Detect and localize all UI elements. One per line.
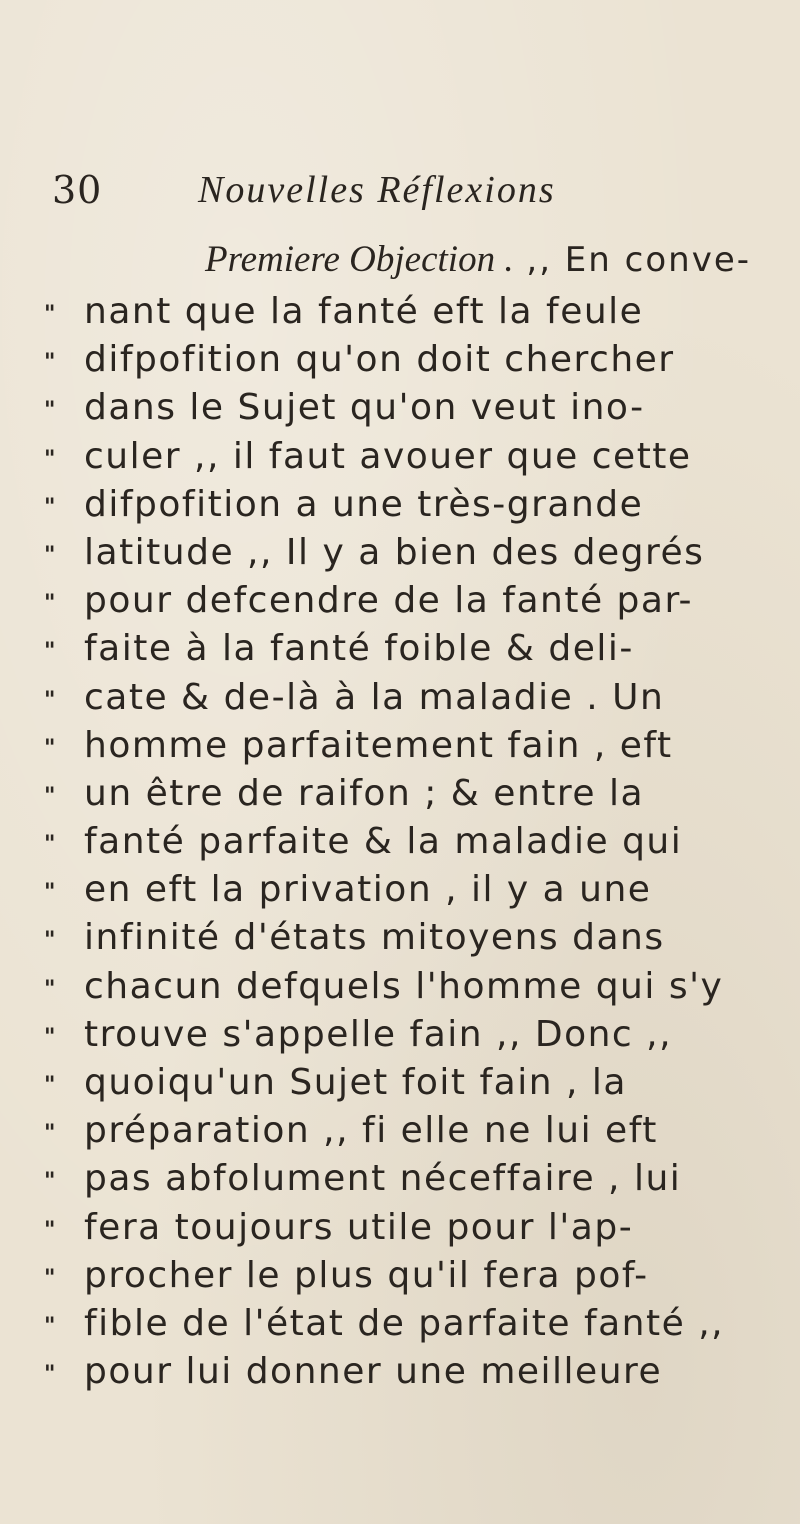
quotation-mark: ": [44, 1312, 55, 1339]
line-text: infinité d'états mitoyens dans: [84, 917, 665, 959]
quotation-mark: ": [44, 1216, 55, 1243]
line-text: trouve s'appelle fain ,, Donc ,,: [84, 1013, 673, 1055]
heading-continuation: ,, En conve-: [513, 240, 751, 280]
text-line: [44, 771, 780, 819]
line-text: cate & de-là à la maladie . Un: [84, 676, 665, 718]
objection-heading: [205, 238, 770, 281]
text-line: [44, 964, 780, 1012]
quotation-mark: ": [44, 734, 55, 761]
line-text: un être de raifon ; & entre la: [84, 772, 645, 814]
line-text: dans le Sujet qu'on veut ino-: [84, 387, 645, 429]
line-text: difpofition a une très-grande: [84, 483, 644, 525]
text-line: [44, 1301, 780, 1349]
quotation-mark: ": [44, 445, 55, 472]
line-text: pour lui donner une meilleure: [84, 1351, 663, 1393]
quotation-mark: ": [44, 1168, 55, 1195]
quotation-mark: ": [44, 879, 55, 906]
line-text: faite à la fanté foible & deli-: [84, 628, 634, 670]
text-line: [44, 723, 780, 771]
quotation-mark: ": [44, 686, 55, 713]
line-text: en eft la privation , il y a une: [84, 869, 652, 911]
line-text: procher le plus qu'il fera pof-: [84, 1254, 649, 1296]
line-text: nant que la fanté eft la feule: [84, 291, 644, 332]
line-text: latitude ,, Il y a bien des degrés: [84, 531, 705, 573]
quotation-mark: ": [44, 1361, 55, 1388]
running-head: [52, 168, 760, 212]
page-number: 30: [52, 168, 103, 212]
text-line: [44, 1253, 780, 1301]
quotation-mark: ": [44, 301, 55, 327]
text-line: [44, 289, 780, 337]
line-text: fera toujours utile pour l'ap-: [84, 1206, 634, 1248]
text-line: [44, 1108, 780, 1156]
text-line: [44, 675, 780, 723]
quotation-mark: ": [44, 975, 55, 1002]
quotation-mark: ": [44, 638, 55, 665]
text-line: [44, 1156, 780, 1204]
quotation-mark: ": [44, 1072, 55, 1098]
line-text: difpofition qu'on doit chercher: [84, 339, 675, 381]
quotation-mark: ": [44, 541, 55, 568]
text-line: [44, 1205, 780, 1253]
line-text: quoiqu'un Sujet foit fain , la: [84, 1062, 627, 1103]
quotation-mark: ": [44, 927, 55, 954]
quotation-mark: ": [44, 1120, 55, 1147]
quotation-mark: ": [44, 493, 55, 520]
quotation-mark: ": [44, 782, 55, 809]
running-title: Nouvelles Réflexions: [198, 169, 556, 211]
text-line: [44, 1349, 780, 1397]
quotation-mark: ": [44, 1023, 55, 1050]
quotation-mark: ": [44, 831, 55, 858]
text-line: [44, 337, 780, 385]
line-text: fanté parfaite & la maladie qui: [84, 821, 683, 863]
line-text: préparation ,, fi elle ne lui eft: [84, 1110, 658, 1152]
line-text: pour defcendre de la fanté par-: [84, 580, 693, 622]
text-line: [44, 819, 780, 867]
text-line: [44, 1060, 780, 1108]
objection-title: Premiere Objection .: [205, 239, 514, 280]
line-text: pas abfolument néceffaire , lui: [84, 1158, 682, 1200]
text-line: [44, 867, 780, 915]
line-text: fible de l'état de parfaite fanté ,,: [84, 1302, 725, 1344]
text-line: [44, 434, 780, 482]
quotation-mark: ": [44, 1264, 55, 1291]
text-line: [44, 530, 780, 578]
line-text: culer ,, il faut avouer que cette: [84, 435, 692, 477]
text-line: [44, 1012, 780, 1060]
text-line: [44, 578, 780, 626]
line-text: homme parfaitement fain , eft: [84, 724, 673, 766]
text-line: [44, 385, 780, 433]
text-line: [44, 482, 780, 530]
text-line: [44, 915, 780, 963]
quotation-mark: ": [44, 397, 55, 424]
line-text: chacun defquels l'homme qui s'y: [84, 965, 724, 1007]
text-line: [44, 626, 780, 674]
quotation-mark: ": [44, 349, 55, 376]
body-text: [44, 289, 780, 1397]
quotation-mark: ": [44, 590, 55, 617]
